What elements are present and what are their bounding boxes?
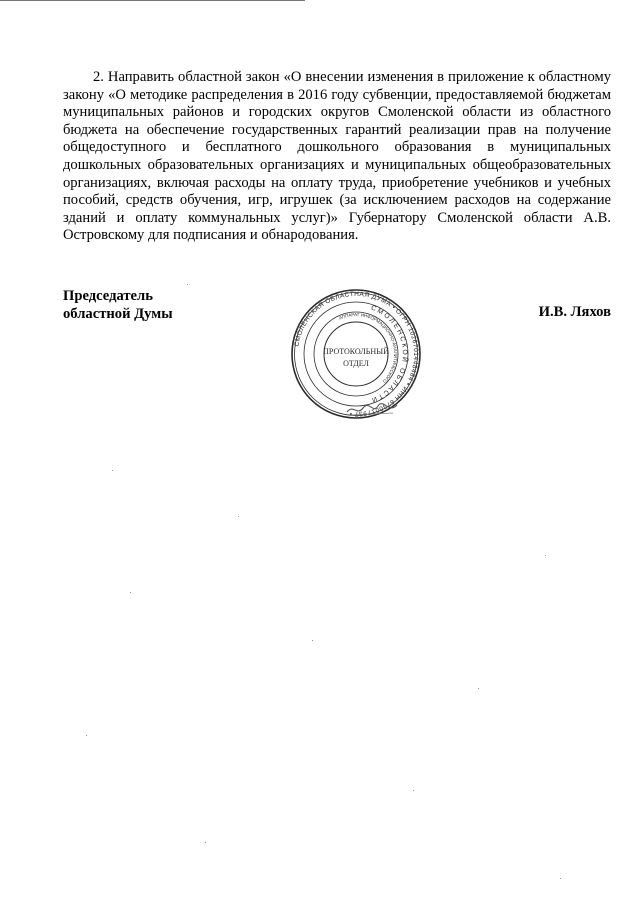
body-paragraph: 2. Направить областной закон «О внесении изменения в приложение к областному закону «О методике распределения в 2016 году субвенции, предоставляемой бюджетам муниципальных районов и городских округов Смоленской области из областного бюджета на обеспечение государственных гарантий реализации прав на получение общедоступного и бесплатного дошкольного образования в муниципальных дошкольных образовательных организациях и муниципальных общеобразовательных организациях, включая расходы на оплату труда, приобретение учебников и учебных пособий, средств обучения, игр, игрушек (за исключением расходов на содержание зданий и оплату коммунальных услуг)» Губернатору Смоленской области А.В. Островскому для подписания и обнародования. xyxy=(63,69,611,244)
signature-title-line1: Председатель xyxy=(63,288,153,304)
scan-speck xyxy=(205,842,206,843)
scan-speck xyxy=(112,470,113,471)
handwritten-signature xyxy=(345,400,400,418)
signature-title xyxy=(63,287,173,323)
signature-title-line2: областной Думы xyxy=(63,306,173,322)
seal-inner-text: АППАРАТ ИНФОРМАЦИОННО-АНАЛИТИЧЕСКОГО xyxy=(338,311,399,384)
scan-speck xyxy=(560,878,561,879)
scan-speck xyxy=(187,284,188,285)
scan-speck xyxy=(130,592,131,593)
scan-speck xyxy=(413,790,414,791)
scan-speck xyxy=(312,640,313,641)
scan-speck xyxy=(238,516,239,517)
scan-speck xyxy=(478,688,479,689)
seal-center-line2: ОТДЕЛ xyxy=(343,359,369,368)
scan-speck xyxy=(86,735,87,736)
seal-middle-text: СМОЛЕНСКОЙ ОБЛАСТИ xyxy=(368,304,409,404)
signatory-name: И.В. Ляхов xyxy=(538,304,611,320)
seal-center-line1: ПРОТОКОЛЬНЫЙ xyxy=(323,347,389,356)
page-top-border xyxy=(0,0,305,1)
seal-outer-text: СМОЛЕНСКАЯ ОБЛАСТНАЯ ДУМА • ОГРН 1026701448484 • ИНН 6730017937 • xyxy=(293,290,420,418)
scan-speck xyxy=(545,555,546,556)
